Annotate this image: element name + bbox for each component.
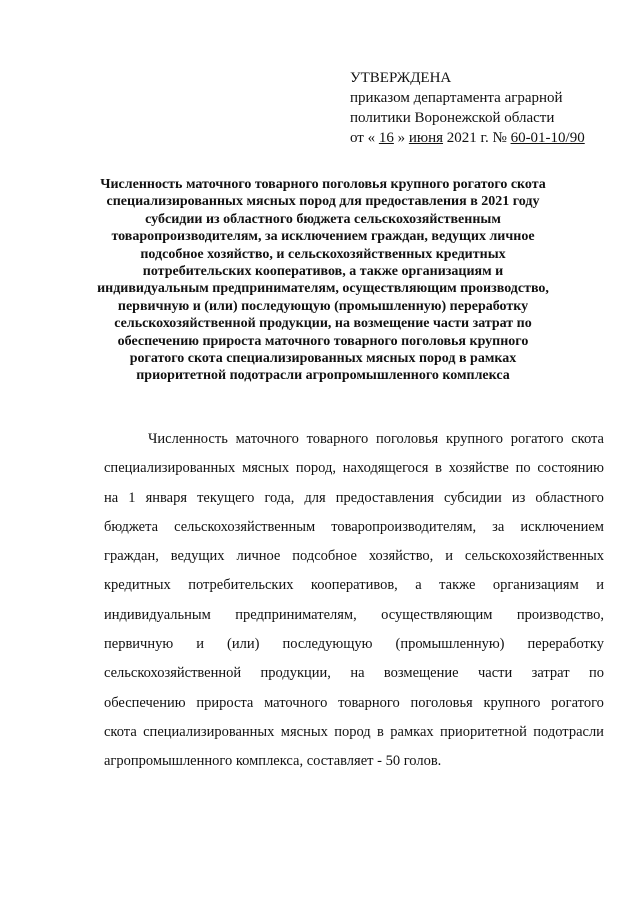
body-word: и xyxy=(196,636,204,653)
body-word: продукции, xyxy=(260,665,331,682)
body-word: хозяйстве xyxy=(448,460,509,477)
body-word: специализированных xyxy=(104,460,236,477)
body-word: затрат xyxy=(531,665,570,682)
body-word: 1 xyxy=(128,489,136,506)
body-word: находящегося xyxy=(342,460,429,477)
body-word: сельскохозяйственных xyxy=(464,548,604,565)
body-word: товаропроизводителям, xyxy=(331,518,477,535)
body-word: по xyxy=(588,665,604,682)
body-line xyxy=(104,718,604,747)
body-word: прироста xyxy=(196,694,254,711)
body-word: осуществляющим xyxy=(381,606,493,623)
title-line: индивидуальным предпринимателям, осуществляющим производство, xyxy=(97,281,549,297)
body-word: областного xyxy=(535,489,604,506)
body-line xyxy=(104,454,604,483)
body-word: текущего xyxy=(197,489,255,506)
body-word: обеспечению xyxy=(104,694,186,711)
body-word: также xyxy=(439,577,476,594)
body-word: скота xyxy=(104,723,137,740)
body-word: за xyxy=(492,518,505,535)
body-word: кооперативов, xyxy=(310,577,398,594)
body-word: скота xyxy=(571,431,604,447)
body-word: субсидии xyxy=(443,489,502,506)
body-word: поголовья xyxy=(375,431,439,447)
body-word: подсобное xyxy=(292,548,357,565)
body-line xyxy=(104,659,604,688)
body-word: граждан, xyxy=(104,548,159,565)
body-word: в xyxy=(435,460,443,477)
body-word: индивидуальным xyxy=(104,606,211,623)
body-word: из xyxy=(511,489,526,506)
body-word: на xyxy=(350,665,365,682)
body-word: предоставления xyxy=(335,489,434,506)
body-word: потребительских xyxy=(188,577,294,594)
approval-heading: УТВЕРЖДЕНА xyxy=(350,70,452,86)
title-line: субсидии из областного бюджета сельскохозяйственным xyxy=(145,211,501,227)
body-word: рогатого xyxy=(510,431,564,447)
body-word: и xyxy=(445,548,453,565)
body-word: исключением xyxy=(520,518,604,535)
body-word: маточного xyxy=(235,431,299,447)
body-word: по xyxy=(515,460,531,477)
title-line: рогатого скота специализированных мясных пород в рамках xyxy=(129,351,517,367)
title-line: первичную и (или) последующую (промышленную) переработку xyxy=(117,298,529,314)
body-word: и xyxy=(596,577,604,594)
body-word: маточного xyxy=(264,694,328,711)
title-line: приоритетной подотрасли агропромышленного комплекса xyxy=(136,368,510,384)
body-word: в xyxy=(377,723,384,740)
approval-line-1: приказом департамента аграрной xyxy=(350,90,563,106)
title-line: специализированных мясных пород для предоставления в 2021 году xyxy=(106,194,540,210)
body-word: рогатого xyxy=(551,694,604,711)
body-word: мясных xyxy=(280,723,328,740)
body-word: мясных xyxy=(242,460,290,477)
order-number: 60-01-10/90 xyxy=(510,130,585,146)
title-line: сельскохозяйственной продукции, на возмещение части затрат по xyxy=(114,316,532,332)
body-word: а xyxy=(415,577,422,594)
body-word: хозяйство, xyxy=(368,548,434,565)
body-line xyxy=(104,484,604,513)
title-line: обеспечению прироста маточного товарного поголовья крупного xyxy=(117,333,529,349)
body-word: (промышленную) xyxy=(395,636,505,653)
body-word: последующую xyxy=(282,636,373,653)
body-word: Численность xyxy=(148,431,228,447)
body-word: января xyxy=(145,489,188,506)
body-word: пород xyxy=(334,723,371,740)
document-title xyxy=(96,176,550,385)
date-prefix: от « xyxy=(350,130,379,146)
body-line xyxy=(104,747,604,776)
body-word: товарного xyxy=(306,431,369,447)
body-word: (или) xyxy=(227,636,260,653)
body-paragraph xyxy=(104,425,604,777)
approval-line-2: политики Воронежской области xyxy=(350,110,555,126)
title-line: подсобное хозяйство, и сельскохозяйственных кредитных xyxy=(140,246,506,262)
date-year: 2021 г. № xyxy=(443,130,511,146)
body-word: для xyxy=(304,489,326,506)
body-word: приоритетной xyxy=(440,723,527,740)
body-word: организациям xyxy=(492,577,579,594)
body-word: предпринимателям, xyxy=(235,606,357,623)
body-word: специализированных xyxy=(143,723,275,740)
body-word: подотрасли xyxy=(533,723,604,740)
body-line xyxy=(104,542,604,571)
body-line xyxy=(104,513,604,542)
body-line xyxy=(104,601,604,630)
body-word: состоянию xyxy=(537,460,604,477)
date-day: 16 xyxy=(378,130,394,146)
body-word: сельскохозяйственной xyxy=(104,665,242,682)
approval-stamp xyxy=(350,68,630,148)
title-line: Численность маточного товарного поголовья крупного рогатого скота xyxy=(100,177,546,192)
body-line xyxy=(104,689,604,718)
body-word: ведущих xyxy=(170,548,225,565)
body-word: сельскохозяйственным xyxy=(174,518,316,535)
body-word: возмещение xyxy=(383,665,459,682)
body-line xyxy=(104,630,604,659)
body-line xyxy=(104,571,604,600)
body-word: поголовья xyxy=(410,694,473,711)
body-word: рамках xyxy=(390,723,434,740)
date-month: июня xyxy=(408,130,444,146)
body-word: крупного xyxy=(445,431,503,447)
body-word: на xyxy=(104,489,119,506)
body-word: крупного xyxy=(483,694,541,711)
body-word: года, xyxy=(264,489,295,506)
body-word: пород, xyxy=(295,460,336,477)
body-line xyxy=(104,425,604,454)
body-word: бюджета xyxy=(104,518,159,535)
title-line: товаропроизводителям, за исключением граждан, ведущих личное xyxy=(111,229,535,245)
body-word: переработку xyxy=(527,636,604,653)
body-word: кредитных xyxy=(104,577,171,594)
body-word: производство, xyxy=(516,606,604,623)
body-word: первичную xyxy=(104,636,174,653)
body-word: товарного xyxy=(338,694,400,711)
body-word: личное xyxy=(236,548,281,565)
title-line: потребительских кооперативов, а также организациям и xyxy=(142,264,504,280)
body-word: части xyxy=(477,665,513,682)
body-word: агропромышленного комплекса, составляет - 50 голов. xyxy=(104,753,442,770)
date-mid: » xyxy=(393,130,409,146)
approval-date-line xyxy=(350,128,630,148)
